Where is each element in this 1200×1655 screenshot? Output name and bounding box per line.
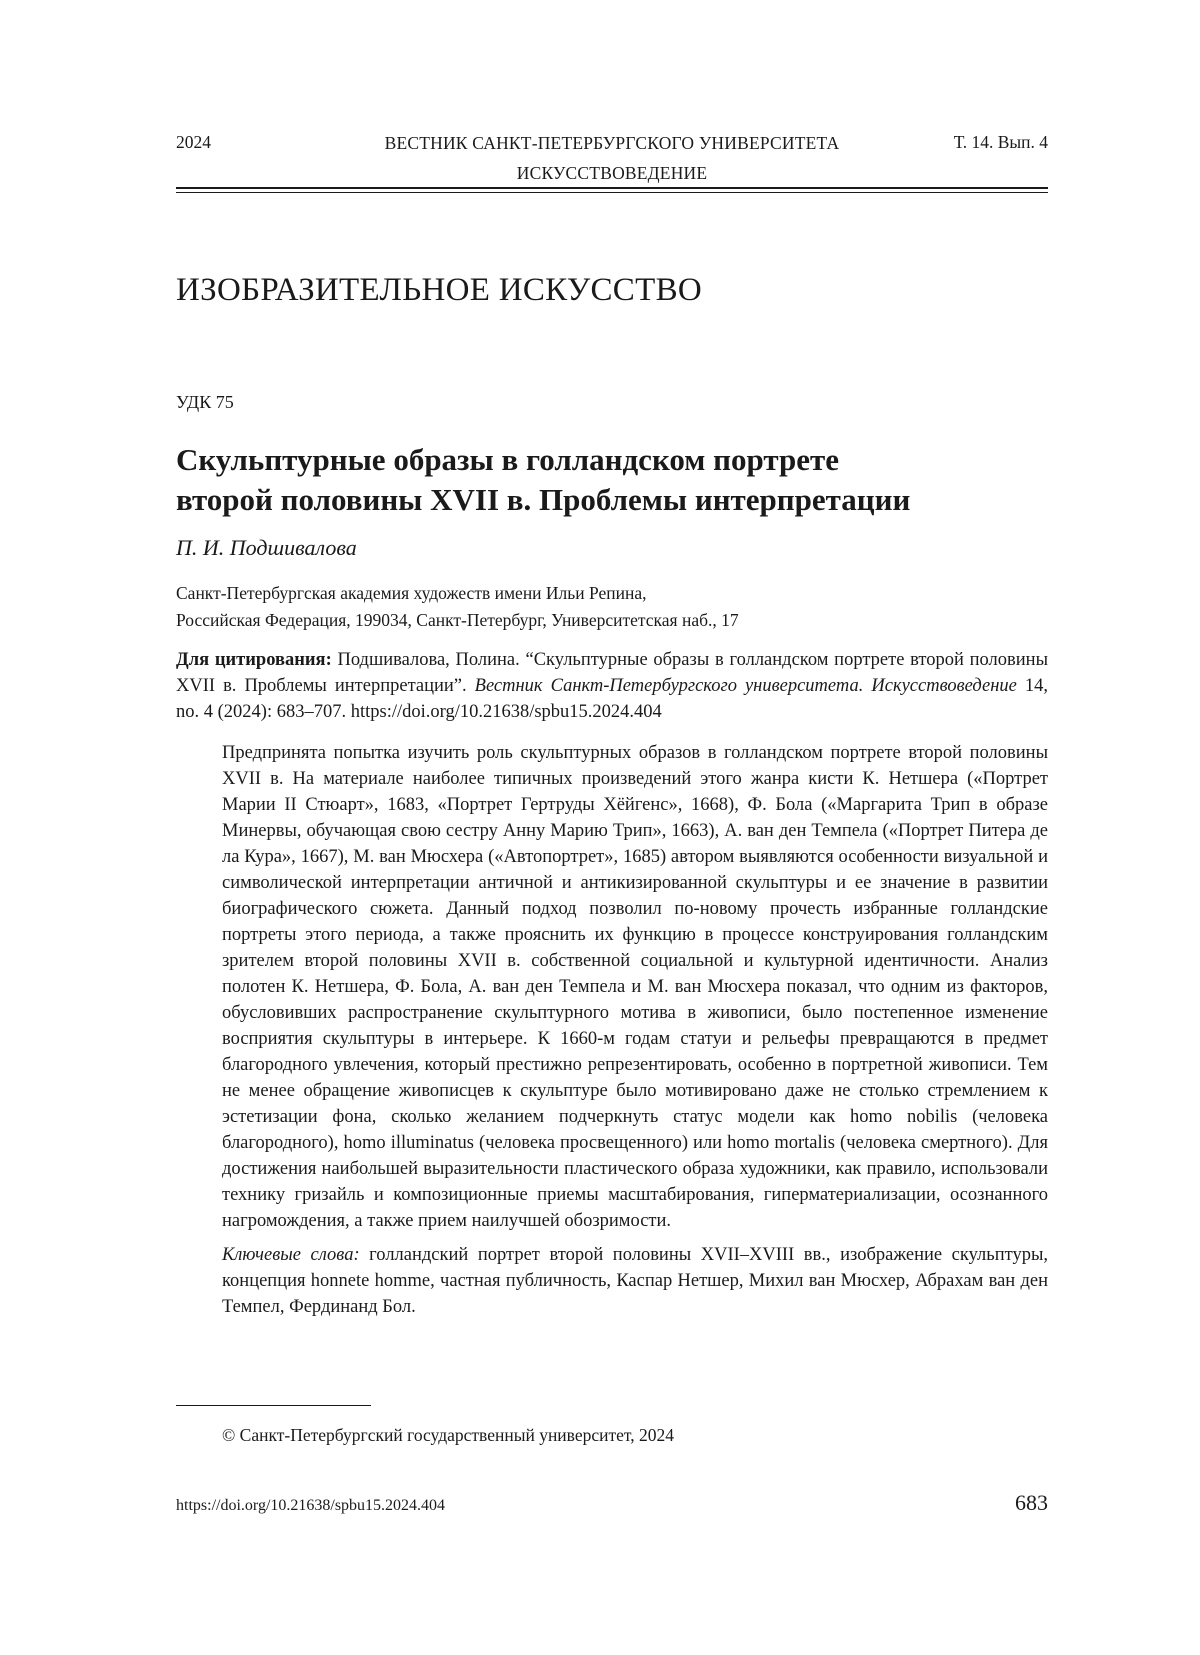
article-title-line1: Скульптурные образы в голландском портрете: [176, 442, 839, 477]
journal-name-line2: ИСКУССТВОВЕДЕНИЕ: [516, 163, 708, 183]
header-year: 2024: [176, 132, 211, 152]
abstract-block: [222, 740, 1048, 1320]
article-title-line2: второй половины XVII в. Проблемы интерпретации: [176, 482, 911, 517]
citation-text-1: Подшивалова, Полина. “Скульптурные образы в голландском портрете второй половины XVII в. Проблемы интерпретации”.: [176, 650, 1048, 696]
section-title: ИЗОБРАЗИТЕЛЬНОЕ ИСКУССТВО: [176, 272, 703, 308]
header-rule-thick: [176, 187, 1048, 189]
article-title: [176, 440, 1048, 520]
journal-name: [176, 128, 1048, 188]
header-rule-thin: [176, 192, 1048, 193]
citation-journal: Вестник Санкт-Петербургского университета. Искусствоведение: [474, 676, 1017, 696]
header-volume: Т. 14. Вып. 4: [953, 132, 1048, 152]
affiliation-line1: Санкт-Петербургская академия художеств имени Ильи Репина,: [176, 583, 647, 603]
footnote-rule: [176, 1405, 371, 1406]
abstract-text: Предпринята попытка изучить роль скульптурных образов в голландском портрете второй половины XVII в. На материале наиболее типичных произведений этого жанра кисти К. Нетшера («Портрет Марии II Стюарт», 1683, «Портрет Гертруды Хёйгенс», 1668), Ф. Бола («Маргарита Трип в образе Минервы, обучающая свою сестру Анну Марию Трип», 1663), А. ван ден Темпела («Портрет Питера де ла Кура», 1667), М. ван Мюсхера («Автопортрет», 1685) автором выявляются особенности визуальной и символической интерпретации античной и антикизированной скульптуры и ее значение в развитии биографического сюжета. Данный подход позволил по-новому прочесть избранные голландские портреты этого периода, а также прояснить их функцию в процессе конструирования голландским зрителем второй половины XVII в. собственной социальной и культурной идентичности. Анализ полотен К. Нетшера, Ф. Бола, А. ван ден Темпела и М. ван Мюсхера показал, что одним из факторов, обусловивших распространение скульптурного мотива в живописи, было постепенное изменение восприятия скульптуры в интерьере. К 1660-м годам статуи и рельефы превращаются в предмет благородного увлечения, который престижно репрезентировать, особенно в портретной живописи. Тем не менее обращение живописцев к скульптуре было мотивировано даже не столько стремлением к эстетизации фона, сколько желанием подчеркнуть статус модели как homo nobilis (человека благородного), homo illuminatus (человека просвещенного) или homo mortalis (человека смертного). Для достижения наибольшей выразительности пластического образа художники, как правило, использовали технику гризайль и композиционные приемы масштабирования, гиперматериализации, осознанного нагромождения, а также прием наилучшей обозримости.: [222, 743, 1048, 1231]
citation-label: Для цитирования:: [176, 650, 332, 670]
affiliation-line2: Российская Федерация, 199034, Санкт-Петербург, Университетская наб., 17: [176, 610, 739, 630]
keywords-label: Ключевые слова:: [222, 1245, 360, 1265]
keywords-text: голландский портрет второй половины XVII–XVIII вв., изображение скульптуры, концепция honnete homme, частная публичность, Каспар Нетшер, Михил ван Мюсхер, Абрахам ван ден Темпел, Фердинанд Бол.: [222, 1245, 1048, 1317]
udk-code: УДК 75: [176, 392, 234, 412]
citation-block: [176, 647, 1048, 725]
keywords: [222, 1242, 1048, 1320]
author-name: П. И. Подшивалова: [176, 535, 357, 560]
footer-doi-link[interactable]: https://doi.org/10.21638/spbu15.2024.404: [176, 1497, 446, 1514]
copyright-notice: © Санкт-Петербургский государственный университет, 2024: [222, 1425, 674, 1445]
citation-text-2: 14, no. 4 (2024): 683–707. https://doi.org/10.21638/spbu15.2024.404: [176, 676, 1049, 722]
journal-name-line1: ВЕСТНИК САНКТ-ПЕТЕРБУРГСКОГО УНИВЕРСИТЕТА: [384, 133, 840, 153]
page-number: 683: [1015, 1490, 1048, 1515]
affiliation: [176, 580, 739, 634]
